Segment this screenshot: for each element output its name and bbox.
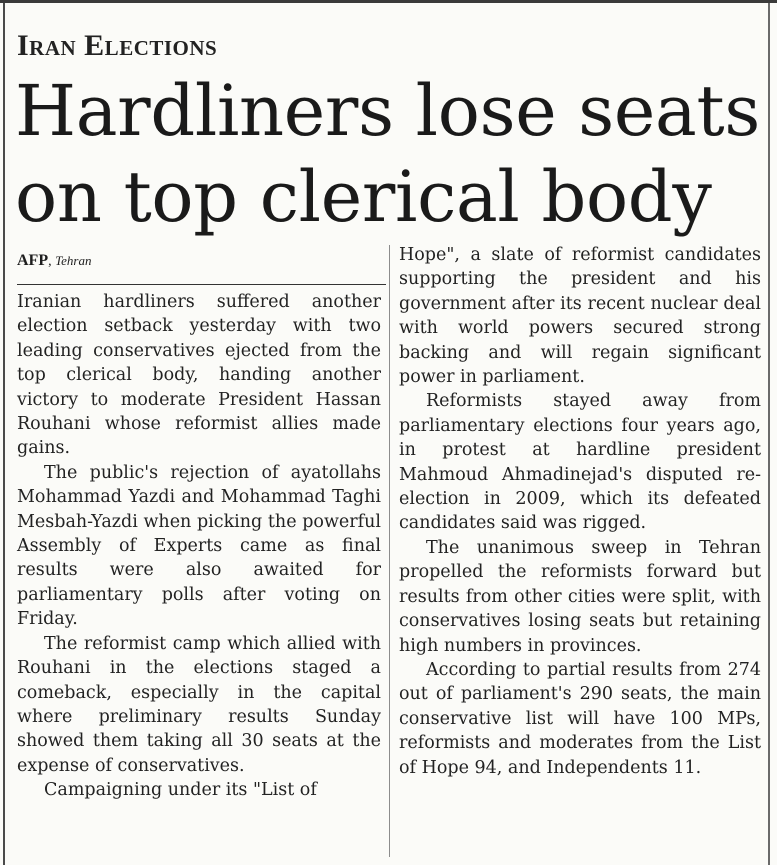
paragraph: The unanimous sweep in Tehran propelled the reformists forward but results from other cities were split, with conservatives losing seats but retaining high numbers in provinces. <box>399 537 761 656</box>
byline-rule <box>17 284 386 285</box>
paragraph: Hope", a slate of reformist candidates supporting the president and his government after its recent nuclear deal with world powers secured strong backing and will regain significant power in parliament. <box>399 245 761 388</box>
paragraph: According to partial results from 274 out of parliament's 290 seats, the main conservative list will have 100 MPs, reformists and moderates from the List of Hope 94, and Independents 11. <box>399 659 761 778</box>
paragraph: The public's rejection of ayatollahs Mohammad Yazdi and Mohammad Taghi Mesbah-Yazdi when picking the powerful Assembly of Experts came as final results were also awaited for parliamentary polls after voting on Friday. <box>17 462 381 630</box>
headline <box>15 68 765 240</box>
right-border <box>768 3 770 865</box>
article-column-right <box>399 243 761 780</box>
byline-place: Tehran <box>55 253 92 268</box>
column-divider <box>389 245 390 857</box>
headline-line-1: Hardliners lose seats <box>15 70 760 152</box>
paragraph: The reformist camp which allied with Rouhani in the elections staged a comeback, especially in the capital where preliminary results Sunday showed them taking all 30 seats at the expense of conservatives. <box>17 633 381 776</box>
byline-agency: AFP <box>17 252 49 269</box>
paragraph: Iranian hardliners suffered another election setback yesterday with two leading conservatives ejected from the top clerical body, handing another victory to moderate President Hassan Rouhani whose reformist allies made gains. <box>17 292 381 459</box>
headline-line-2: on top clerical body <box>15 156 712 238</box>
top-border <box>0 0 777 3</box>
byline: AFP, Tehran <box>17 252 92 269</box>
paragraph: Campaigning under its "List of <box>44 780 317 801</box>
left-border <box>3 3 5 865</box>
section-kicker: Iran Elections <box>17 29 218 62</box>
paragraph: Reformists stayed away from parliamentary elections four years ago, in protest at hardline president Mahmoud Ahmadinejad's disputed re-election in 2009, which its defeated candidates said was rigged. <box>399 391 761 534</box>
article-column-left <box>17 290 381 803</box>
